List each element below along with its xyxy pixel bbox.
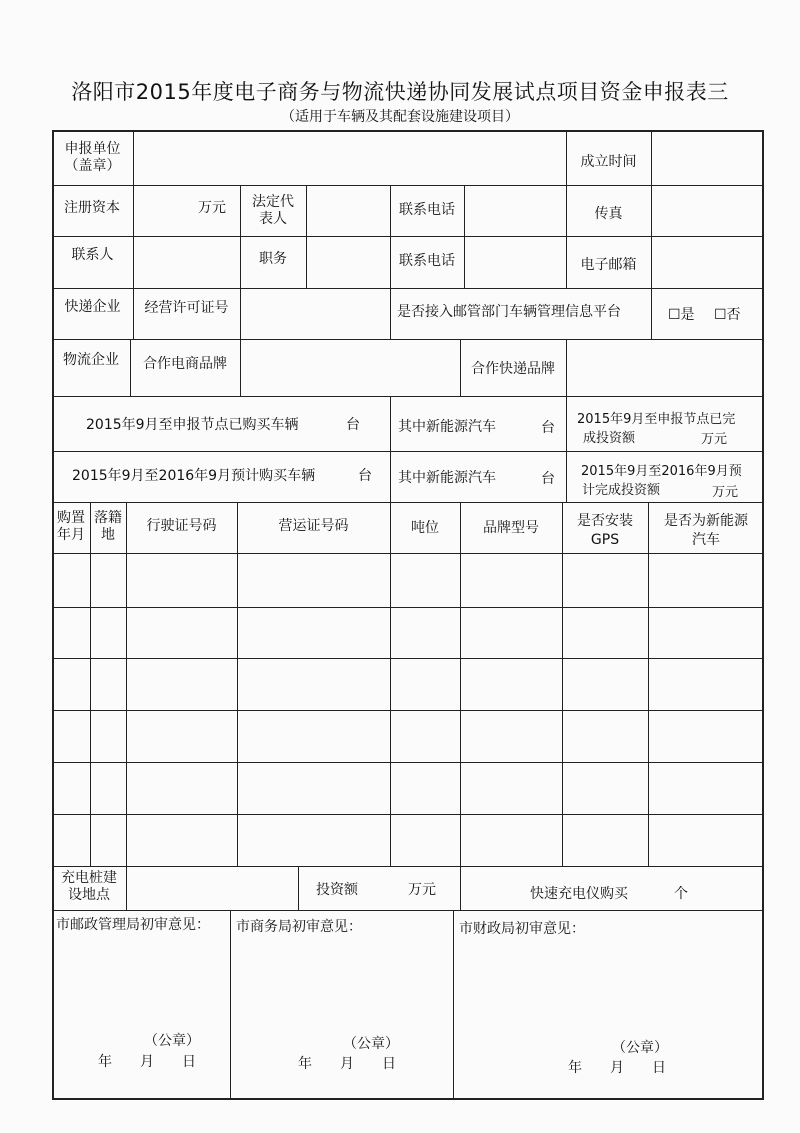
applicant-seal-label: （盖章） [64,158,121,174]
commerce-seal-label: （公章） [343,1036,399,1052]
purchase-date-header: 购置 [57,510,85,526]
row-divider [52,396,764,397]
col-divider [306,185,307,288]
business-license-label: 经营许可证号 [144,300,229,316]
fax-label: 传真 [594,206,623,222]
fast-charger-label: 快速充电仪购买 [530,886,628,902]
new-energy-header: 是否为新能源 [664,513,748,529]
capital-unit: 万元 [198,200,226,216]
row-divider [52,185,764,186]
driving-license-header: 行驶证号码 [146,518,217,534]
col-divider [562,502,563,866]
application-form-table [52,130,764,1100]
completed-investment-unit: 万元 [701,432,728,447]
legal-rep-label-2: 表人 [259,211,287,227]
col-divider [390,185,391,288]
row-divider [52,658,764,659]
col-divider [126,502,127,866]
completed-investment-label-2: 成投资额 [583,431,636,446]
col-divider [230,910,231,1100]
logistics-company-label: 物流企业 [63,352,119,368]
contact-phone-label: 联系电话 [399,253,455,269]
completed-investment-label: 2015年9月至申报节点已完 [577,412,736,427]
phone-label: 联系电话 [399,202,455,218]
express-company-label: 快递企业 [64,299,121,315]
charging-site-label-2: 设地点 [68,887,110,903]
operation-permit-header: 营运证号码 [278,518,349,534]
col-divider [240,288,241,339]
vehicles-bought-label: 2015年9月至申报节点已购买车辆 [86,417,299,433]
registration-place-header: 落籍 [94,510,122,526]
col-divider [648,502,649,866]
postal-seal-label: （公章） [144,1033,200,1049]
col-divider [460,502,461,866]
planned-investment-unit: 万元 [712,485,739,500]
vehicles-planned-label: 2015年9月至2016年9月预计购买车辆 [72,468,316,484]
row-divider [52,710,764,711]
row-divider [52,866,764,867]
investment-unit: 万元 [408,882,436,898]
new-energy-header-2: 汽车 [692,532,720,548]
row-divider [52,607,764,608]
form-subtitle: （适用于车辆及其配套设施建设项目） [281,109,519,125]
col-divider [460,866,461,910]
col-divider [464,185,465,288]
platform-no-checkbox[interactable]: ☐否 [714,307,741,323]
col-divider [298,866,299,910]
col-divider [390,396,391,502]
row-divider [52,910,764,911]
col-divider [390,288,391,339]
row-divider [52,762,764,763]
established-date-label: 成立时间 [580,154,637,170]
registered-capital-label: 注册资本 [64,200,120,216]
row-divider [52,339,764,340]
finance-bureau-opinion-label: 市财政局初审意见： [459,921,585,937]
position-label: 职务 [259,251,287,267]
email-label: 电子邮箱 [580,257,637,273]
commerce-date-line: 年 月 日 [298,1056,396,1072]
commerce-bureau-opinion-label: 市商务局初审意见： [236,919,362,935]
postal-date-line: 年 月 日 [98,1054,196,1070]
finance-date-line: 年 月 日 [568,1060,666,1076]
investment-label: 投资额 [316,882,358,898]
gps-header: 是否安装 [577,513,633,529]
row-divider [52,451,764,452]
legal-rep-label: 法定代 [252,194,294,210]
row-divider [52,236,764,237]
row-divider [52,502,764,503]
fast-charger-unit: 个 [674,886,688,902]
ecommerce-brand-label: 合作电商品牌 [143,356,227,372]
applicant-label: 申报单位 [64,141,121,157]
col-divider [453,910,454,1100]
tonnage-header: 吨位 [411,520,439,536]
platform-access-label: 是否接入邮管部门车辆管理信息平台 [397,304,621,320]
vehicles-planned-unit: 台 [358,468,372,484]
col-divider [651,288,652,339]
col-divider [237,502,238,866]
col-divider [390,502,391,866]
new-energy-label: 其中新能源汽车 [398,419,496,435]
postal-bureau-opinion-label: 市邮政管理局初审意见： [56,917,210,933]
row-divider [52,288,764,289]
registration-place-header-2: 地 [101,527,115,543]
express-brand-label: 合作快递品牌 [471,361,555,377]
planned-new-energy-unit: 台 [541,471,555,487]
contact-person-label: 联系人 [71,247,114,263]
new-energy-unit: 台 [541,420,555,436]
platform-yes-checkbox[interactable]: ☐是 [668,307,695,323]
gps-header-2: GPS [590,532,620,548]
purchase-date-header-2: 年月 [57,527,85,543]
row-divider [52,814,764,815]
finance-seal-label: （公章） [612,1040,668,1056]
charging-site-label: 充电桩建 [61,870,117,886]
col-divider [126,866,127,910]
brand-model-header: 品牌型号 [483,520,539,536]
planned-investment-label-2: 计完成投资额 [582,483,661,498]
form-title: 洛阳市2015年度电子商务与物流快递协同发展试点项目资金申报表三 [71,80,729,104]
col-divider [90,502,91,866]
col-divider [566,339,567,396]
col-divider [651,130,652,288]
col-divider [566,396,567,502]
row-divider [52,553,764,554]
planned-investment-label: 2015年9月至2016年9月预 [581,464,742,479]
planned-new-energy-label: 其中新能源汽车 [398,470,496,486]
col-divider [240,339,241,396]
vehicles-bought-unit: 台 [346,417,360,433]
